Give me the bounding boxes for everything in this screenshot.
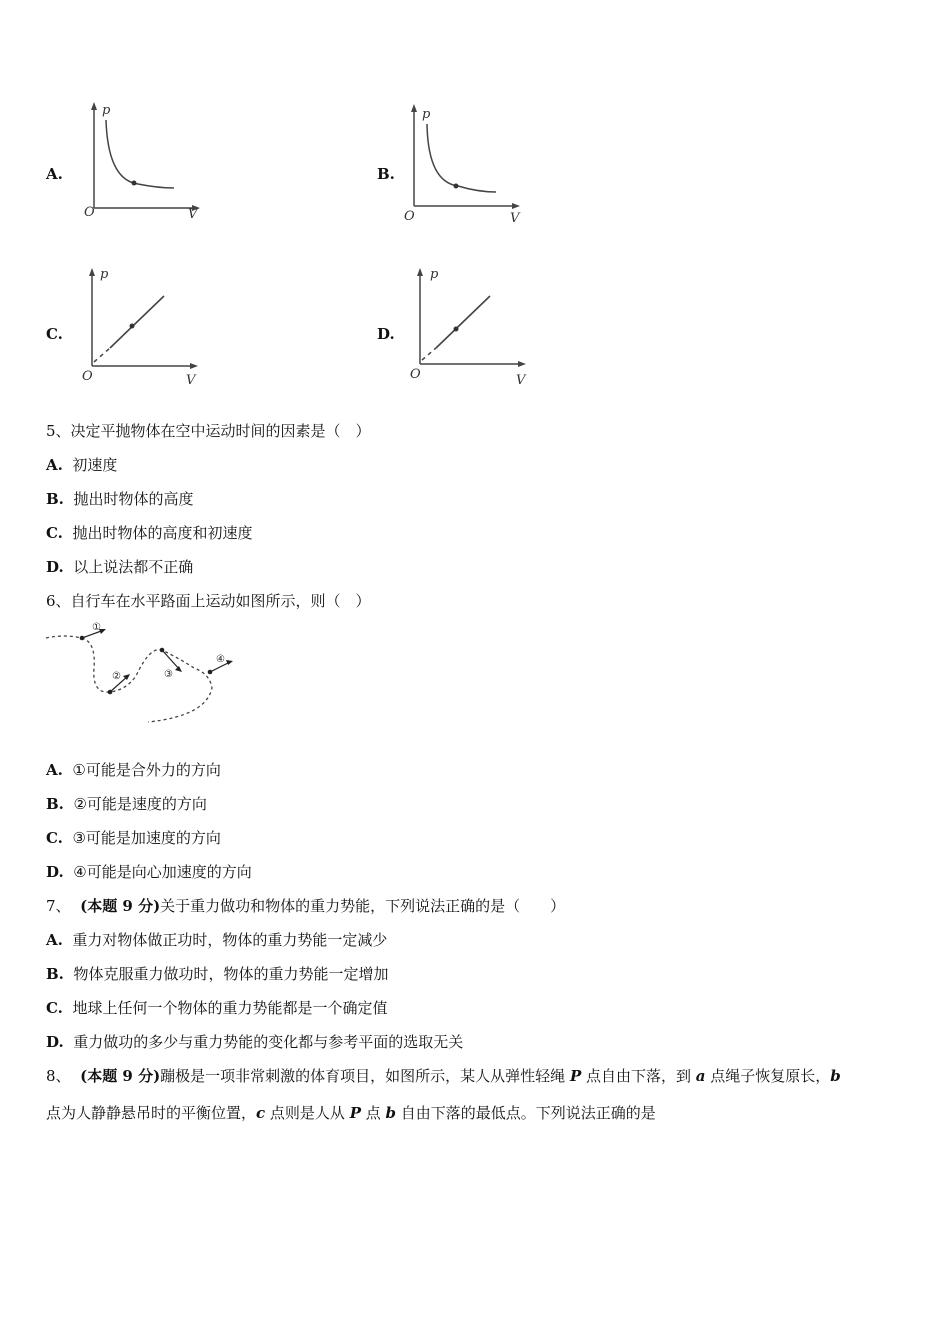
graph-b bbox=[400, 100, 530, 230]
isochoric-line bbox=[110, 296, 164, 348]
q6-option-a: A. ①可能是合外力的方向 bbox=[46, 761, 221, 779]
marker-1: ① bbox=[92, 622, 101, 633]
q5-option-c: C. 抛出时物体的高度和初速度 bbox=[46, 524, 253, 542]
q7-option-c: C. 地球上任何一个物体的重力势能都是一个确定值 bbox=[46, 999, 388, 1017]
graph-c bbox=[78, 262, 208, 392]
q6-option-b: B. ②可能是速度的方向 bbox=[46, 795, 207, 813]
v-label: V bbox=[186, 373, 196, 388]
origin-label: O bbox=[84, 205, 95, 220]
p-label: p bbox=[102, 103, 111, 118]
isochoric-line bbox=[436, 296, 490, 348]
q6-option-d: D. ④可能是向心加速度的方向 bbox=[46, 863, 252, 881]
arrow-3 bbox=[162, 650, 180, 670]
q8-stem-line1: 8、 (本题 9 分)蹦极是一项非常刺激的体育项目，如图所示，某人从弹性轻绳 P 点自由下落，到 a 点绳子恢复原长，b bbox=[46, 1067, 841, 1085]
v-label: V bbox=[510, 211, 520, 226]
q6-stem: 6、自行车在水平路面上运动如图所示，则（ ） bbox=[46, 592, 371, 610]
p-label: p bbox=[422, 107, 431, 122]
origin-label: O bbox=[404, 209, 415, 224]
isotherm-curve bbox=[427, 124, 496, 192]
bicycle-path-diagram bbox=[44, 618, 244, 728]
q7-option-b: B. 物体克服重力做功时，物体的重力势能一定增加 bbox=[46, 965, 389, 983]
q6-option-c: C. ③可能是加速度的方向 bbox=[46, 829, 221, 847]
q5-option-b: B. 抛出时物体的高度 bbox=[46, 490, 194, 508]
state-point bbox=[132, 181, 137, 186]
option-a-letter: A. bbox=[46, 165, 63, 183]
origin-label: O bbox=[82, 369, 93, 384]
v-label: V bbox=[516, 373, 526, 388]
q7-option-a: A. 重力对物体做正功时，物体的重力势能一定减少 bbox=[46, 931, 388, 949]
extrapolated-line bbox=[422, 348, 436, 360]
graph-a bbox=[78, 100, 208, 230]
graph-d bbox=[400, 262, 535, 392]
option-c-letter: C. bbox=[46, 325, 63, 343]
extrapolated-line bbox=[94, 348, 110, 362]
q7-stem: 7、 (本题 9 分)关于重力做功和物体的重力势能，下列说法正确的是（ ） bbox=[46, 897, 566, 915]
marker-2: ② bbox=[112, 671, 121, 682]
p-label: p bbox=[100, 267, 109, 282]
state-point bbox=[454, 184, 459, 189]
q8-stem-line2: 点为人静静悬吊时的平衡位置，c 点则是人从 P 点 b 自由下落的最低点。下列说法正确的是 bbox=[46, 1104, 656, 1122]
option-d-letter: D. bbox=[377, 325, 395, 343]
option-b-letter: B. bbox=[377, 165, 395, 183]
q5-option-a: A. 初速度 bbox=[46, 456, 118, 474]
origin-label: O bbox=[410, 367, 421, 382]
marker-4: ④ bbox=[216, 654, 225, 665]
v-label: V bbox=[188, 207, 198, 222]
isotherm-curve bbox=[106, 120, 174, 188]
q5-option-d: D. 以上说法都不正确 bbox=[46, 558, 194, 576]
q7-option-d: D. 重力做功的多少与重力势能的变化都与参考平面的选取无关 bbox=[46, 1033, 464, 1051]
state-point bbox=[454, 327, 459, 332]
p-axis-arrow bbox=[91, 102, 97, 110]
state-point bbox=[130, 324, 135, 329]
marker-3: ③ bbox=[164, 669, 173, 680]
p-label: p bbox=[430, 267, 439, 282]
path-curve bbox=[46, 636, 212, 722]
q5-stem: 5、决定平抛物体在空中运动时间的因素是（ ） bbox=[46, 422, 371, 440]
